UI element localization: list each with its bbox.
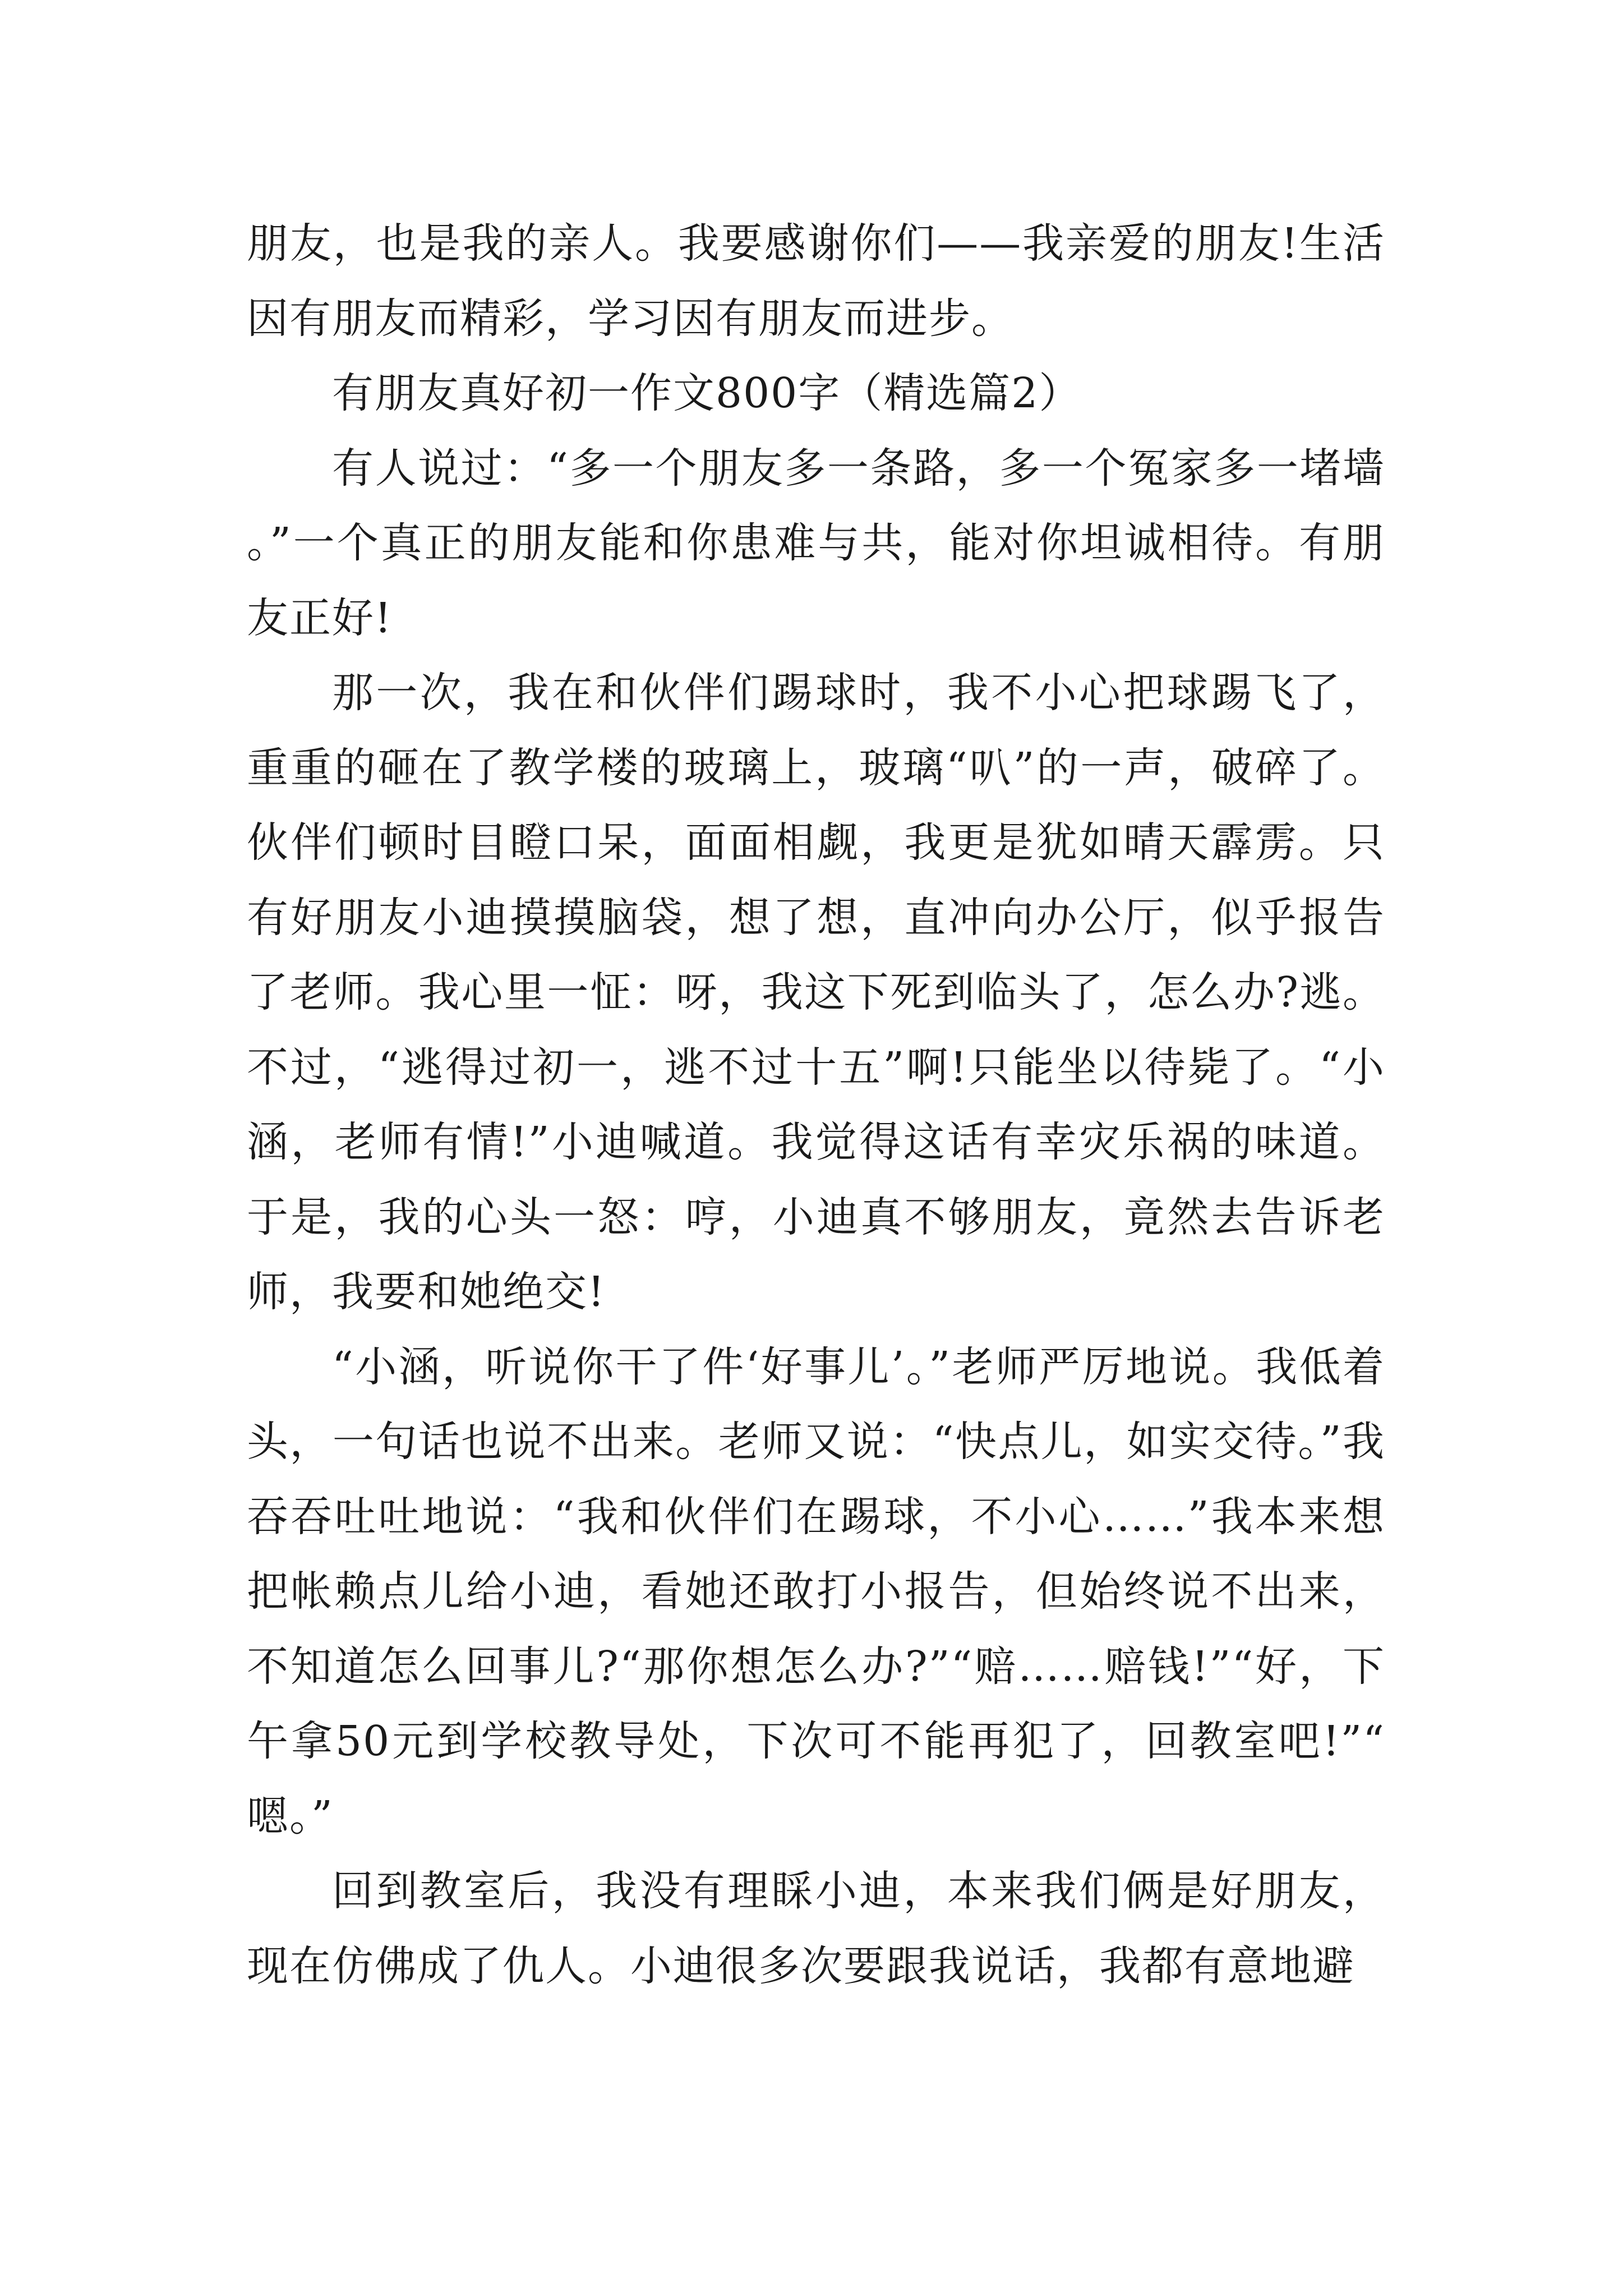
paragraph-back-to-class: 回到教室后，我没有理睬小迪，本来我们俩是好朋友，现在仿佛成了仇人。小迪很多次要跟我说话，我都有意地避 [247,1867,1385,1990]
paragraph-football-incident: 那一次，我在和伙伴们踢球时，我不小心把球踢飞了，重重的砸在了教学楼的玻璃上，玻璃“叭”的一声，破碎了。伙伴们顿时目瞪口呆，面面相觑，我更是犹如晴天霹雳。只有好朋友小迪摸摸脑袋，想了想，直冲向办公厅，似乎报告了老师。我心里一怔：呀，我这下死到临头了，怎么办?逃。不过，“逃得过初一，逃不过十五”啊!只能坐以待毙了。“小涵，老师有情!”小迪喊道。我觉得这话有幸灾乐祸的味道。于是，我的心头一怒：哼，小迪真不够朋友，竟然去告诉老师，我要和她绝交! [247,669,1385,1316]
section-heading: 有朋友真好初一作文800字（精选篇2） [332,369,1082,417]
text-column [247,206,1385,2004]
paragraph-intro: 有人说过：“多一个朋友多一条路，多一个冤家多一堵墙。”一个真正的朋友能和你患难与共，能对你坦诚相待。有朋友正好! [247,444,1385,642]
paragraph-teacher-talk: “小涵，听说你干了件‘好事儿’。”老师严厉地说。我低着头，一句话也说不出来。老师又说：“快点儿，如实交待。”我吞吞吐吐地说：“我和伙伴们在踢球，不小心……”我本来想把帐赖点儿给小迪，看她还敢打小报告，但始终说不出来，不知道怎么回事儿?“那你想怎么办?”“赔……赔钱!”“好，下午拿50元到学校教导处，下次可不能再犯了，回教室吧!”“嗯。” [247,1342,1385,1841]
paragraph-continuation: 朋友，也是我的亲人。我要感谢你们——我亲爱的朋友!生活因有朋友而精彩，学习因有朋友而进步。 [247,219,1385,343]
